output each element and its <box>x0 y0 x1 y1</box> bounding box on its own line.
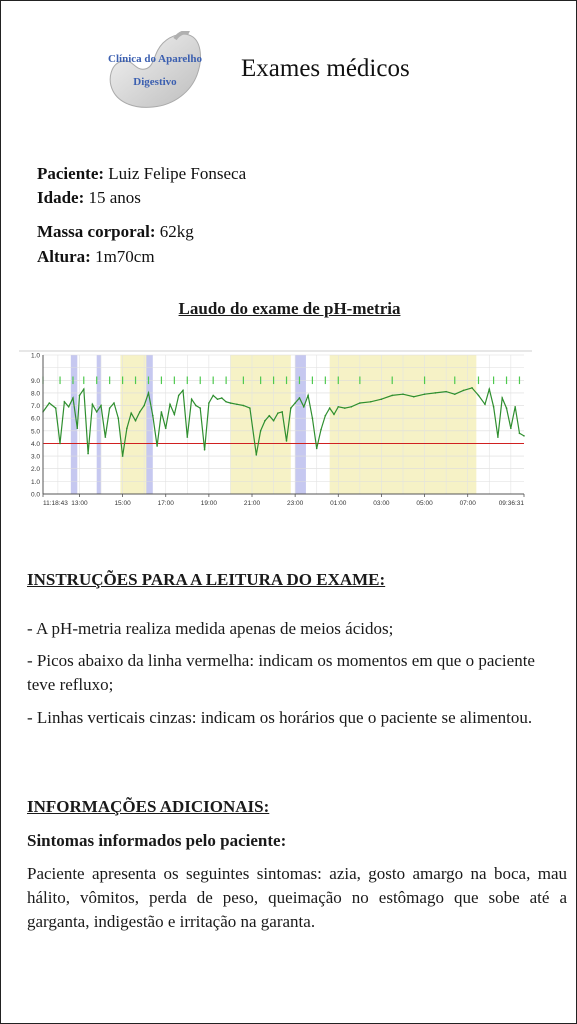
ph-data-point <box>290 407 292 409</box>
additional-info-title: INFORMAÇÕES ADICIONAIS: <box>27 797 270 816</box>
ph-data-point <box>55 407 57 409</box>
ph-data-point <box>337 406 339 408</box>
x-tick-label: 07:00 <box>459 500 476 507</box>
ph-data-point <box>152 415 154 417</box>
ph-data-point <box>48 402 50 404</box>
patient-mass-value: 62kg <box>159 222 194 241</box>
ph-data-point <box>100 405 102 407</box>
ph-data-point <box>208 402 210 404</box>
ph-data-point <box>217 398 219 400</box>
y-tick-label: 0.0 <box>30 491 40 499</box>
ph-data-point <box>79 395 81 397</box>
ph-data-point <box>230 402 232 404</box>
ph-data-point <box>68 406 70 408</box>
patient-mass-label: Massa corporal: <box>37 222 156 241</box>
ph-data-point <box>199 407 201 409</box>
meal-band <box>230 355 290 494</box>
ph-data-point <box>519 433 521 435</box>
instruction-item-1: - A pH-metria realiza medida apenas de meios ácidos; <box>27 619 394 638</box>
ph-data-point <box>445 391 447 393</box>
ph-data-point <box>156 445 158 447</box>
instruction-item-3: - Linhas verticais cinzas: indicam os horários que o paciente se alimentou. <box>27 708 533 727</box>
patient-name <box>37 164 246 184</box>
ph-data-point <box>320 429 322 431</box>
ph-data-point <box>130 412 132 414</box>
ph-data-point <box>236 403 238 405</box>
ph-data-point <box>182 390 184 392</box>
ph-data-point <box>381 398 383 400</box>
patient-height-label: Altura: <box>37 247 91 266</box>
patient-age <box>37 188 141 208</box>
ph-data-point <box>64 401 66 403</box>
ph-data-point <box>122 455 124 457</box>
patient-age-label: Idade: <box>37 188 85 207</box>
meal-band <box>120 355 150 494</box>
ph-data-point <box>478 395 480 397</box>
ph-data-point <box>514 406 516 408</box>
ph-data-point <box>307 395 309 397</box>
patient-mass <box>37 222 194 242</box>
ph-data-point <box>268 415 270 417</box>
ph-data-point <box>370 401 372 403</box>
ph-data-point <box>463 390 465 392</box>
ph-data-point <box>249 407 251 409</box>
ph-data-point <box>135 420 137 422</box>
x-tick-label: 13:00 <box>71 500 88 507</box>
ph-data-point <box>76 427 78 429</box>
y-tick-label: 7.0 <box>30 403 40 411</box>
y-tick-label: 3.0 <box>30 453 40 461</box>
ph-data-point <box>178 395 180 397</box>
ph-data-point <box>83 388 85 390</box>
patient-height <box>37 247 155 267</box>
ph-data-point <box>484 403 486 405</box>
clinic-logo <box>105 31 205 109</box>
x-tick-label: 03:00 <box>373 500 390 507</box>
ph-data-point <box>286 440 288 442</box>
ph-data-point <box>169 403 171 405</box>
y-tick-label: 4.0 <box>30 440 40 448</box>
ph-data-point <box>59 443 61 445</box>
ph-data-point <box>195 405 197 407</box>
ph-data-point <box>391 395 393 397</box>
ph-data-point <box>139 411 141 413</box>
ph-data-point <box>424 393 426 395</box>
ph-data-point <box>256 454 258 456</box>
x-tick-label: 05:00 <box>416 500 433 507</box>
ph-data-point <box>260 430 262 432</box>
logo-line1: Clínica do Aparelho <box>108 53 202 65</box>
ph-data-point <box>294 402 296 404</box>
ph-data-point <box>435 392 437 394</box>
symptoms-label: Sintomas informados pelo paciente: <box>27 831 287 850</box>
ph-data-point <box>113 402 115 404</box>
ph-data-point <box>204 449 206 451</box>
ph-data-point <box>329 407 331 409</box>
instructions-title: INSTRUÇÕES PARA A LEITURA DO EXAME: <box>27 570 386 589</box>
ph-data-point <box>299 397 301 399</box>
ph-data-point <box>109 407 111 409</box>
supine-band <box>97 355 101 494</box>
ph-data-point <box>359 402 361 404</box>
report-title: Laudo do exame de pH-metria <box>178 299 401 318</box>
ph-data-point <box>243 405 245 407</box>
ph-data-point <box>72 397 74 399</box>
ph-data-point <box>264 420 266 422</box>
ph-data-point <box>471 387 473 389</box>
ph-data-point <box>225 401 227 403</box>
instruction-item-2: - Picos abaixo da linha vermelha: indicam os momentos em que o paciente teve refluxo; <box>27 651 535 694</box>
x-tick-label: 11:18:43 <box>43 500 68 507</box>
ph-data-point <box>96 411 98 413</box>
ph-data-point <box>92 403 94 405</box>
ph-data-point <box>187 436 189 438</box>
supine-band <box>146 355 152 494</box>
ph-data-point <box>87 453 89 455</box>
ph-data-point <box>510 427 512 429</box>
x-tick-label: 19:00 <box>200 500 218 507</box>
y-tick-label: 9.0 <box>30 377 40 385</box>
ph-data-point <box>148 392 150 394</box>
document-title: Exames médicos <box>241 55 410 82</box>
ph-data-point <box>165 427 167 429</box>
x-tick-label: 21:00 <box>243 500 261 507</box>
ph-data-point <box>143 405 145 407</box>
ph-data-point <box>488 388 490 390</box>
x-tick-label: 09:36:31 <box>498 500 524 507</box>
ph-data-point <box>493 406 495 408</box>
supine-band <box>295 355 306 494</box>
y-tick-label: 1.0 <box>30 478 40 486</box>
x-tick-label: 01:00 <box>330 500 347 507</box>
patient-name-label: Paciente: <box>37 164 105 183</box>
ph-data-point <box>117 417 119 419</box>
ph-data-point <box>212 395 214 397</box>
patient-age-value: 15 anos <box>88 188 141 207</box>
ph-data-point <box>273 420 275 422</box>
ph-data-point <box>126 427 128 429</box>
ph-data-point <box>277 412 279 414</box>
ph-data-point <box>303 406 305 408</box>
x-tick-label: 17:00 <box>157 500 174 507</box>
y-tick-label: 5.0 <box>30 428 40 436</box>
ph-data-point <box>402 393 404 395</box>
y-tick-label: 2.0 <box>30 466 40 474</box>
y-tick-label: 6.0 <box>30 415 40 423</box>
ph-data-point <box>325 415 327 417</box>
ph-data-point <box>497 436 499 438</box>
ph-data-point <box>191 398 193 400</box>
stomach-icon <box>105 31 205 109</box>
ph-data-point <box>316 448 318 450</box>
ph-data-point <box>506 407 508 409</box>
ph-data-point <box>413 396 415 398</box>
ph-data-point <box>454 393 456 395</box>
x-tick-label: 15:00 <box>114 500 131 507</box>
patient-name-value: Luiz Felipe Fonseca <box>108 164 247 183</box>
ph-chart <box>19 347 532 517</box>
ph-data-point <box>333 414 335 416</box>
ph-data-point <box>105 436 107 438</box>
patient-height-value: 1m70cm <box>95 247 155 266</box>
x-tick-label: 23:00 <box>287 500 304 507</box>
ph-data-point <box>501 397 503 399</box>
logo-line2: Digestivo <box>133 76 177 88</box>
ph-data-point <box>523 435 525 437</box>
ph-data-point <box>174 414 176 416</box>
ph-data-point <box>161 411 163 413</box>
ph-data-point <box>350 406 352 408</box>
ph-data-point <box>281 411 283 413</box>
ph-data-point <box>312 417 314 419</box>
y-tick-label: 8.0 <box>30 390 40 398</box>
y-tick-label: 1.0 <box>30 352 40 360</box>
symptoms-text: Paciente apresenta os seguintes sintomas: azia, gosto amargo na boca, mau hálito, vômitos, perda de peso, queimação no estômago que sobe até a garganta, indigestão e irritação na garanta. <box>27 864 567 931</box>
ph-data-point <box>221 397 223 399</box>
ph-data-point <box>344 407 346 409</box>
